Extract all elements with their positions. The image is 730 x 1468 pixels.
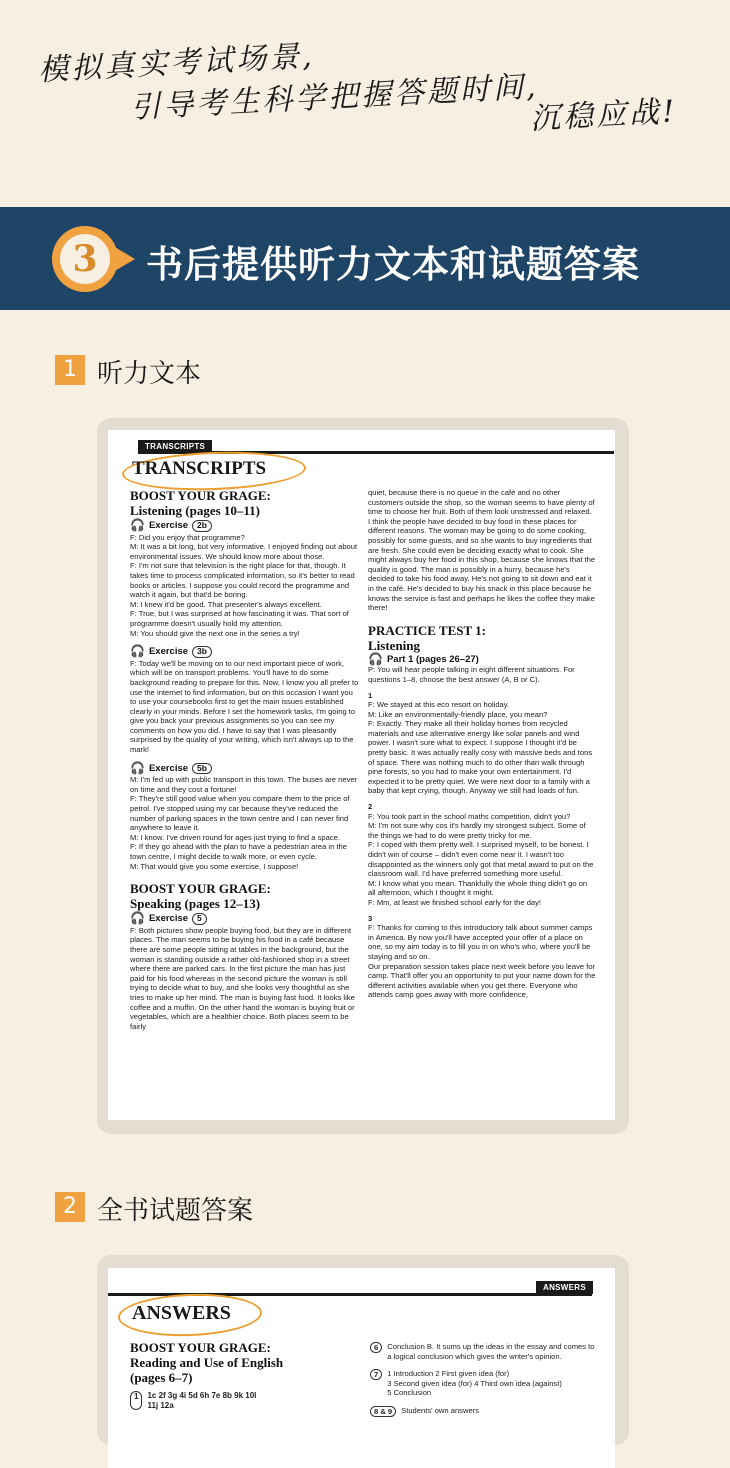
headphones-icon: 🎧 (130, 518, 145, 532)
answers-left-column (130, 1340, 350, 1410)
transcript-line: M: I'm not sure why cos it's hardly my strongest subject. Some of the things we had to do were pretty tricky for me. (368, 821, 586, 840)
transcript-line: M: I know. I've driven round for ages just trying to find a space. (130, 832, 340, 842)
transcript-line: F: True, but I was surprised at how fascinating it was. That sort of programme doesn't usually hold my attention. (130, 609, 349, 628)
answers-page (108, 1268, 615, 1468)
page-title: ANSWERS (132, 1302, 231, 1324)
transcript-line: F: Today we'll be moving on to our next important piece of work, which will be on transport problems. You'll have to do some background reading to prepare for this. Now, I know you all prefer to use the internet to find information, but on this occasion I want you to use your coursebooks first to get the main issues established clearly in your minds. Before I set the homework tasks, I'm going to give you back your previous assignments so you can see my comments on how you did. I have to say that I was pleasantly surprised by the quality of your writing, which isn't always up to the mark! (130, 658, 359, 755)
exercise-label: 🎧 Exercise 5b (130, 763, 360, 775)
transcript-line: F: You took part in the school maths competition, didn't you? (368, 811, 571, 821)
badge-arrow-icon (113, 246, 135, 272)
question-number: 1 (368, 690, 373, 700)
transcript-line: F: We stayed at this eco resort on holiday. (368, 700, 510, 710)
answer-line: 3 Second given idea (for) 4 Third own idea (against) (387, 1378, 562, 1388)
handwriting-line-3: 沉稳应战! (529, 94, 679, 137)
question-number: 2 (368, 802, 373, 812)
transcript-line: M: Like an environmentally-friendly place, you mean? (368, 709, 548, 719)
exercise-number: 5b (192, 763, 212, 775)
section-subheading: Listening (368, 637, 421, 653)
answer-row (370, 1406, 598, 1417)
transcript-line: F: They're still good value when you compare them to the price of petrol. I've stopped using my car because they've reduced the number of parking spaces in the town centre and I can never find anywhere to leave it. (130, 794, 350, 833)
transcript-line: P: You will hear people talking in eight different situations. For questions 1–8, choose the best answer (A, B or C). (368, 665, 575, 684)
answers-preview-frame (97, 1255, 629, 1445)
running-header-tag: TRANSCRIPTS (138, 440, 212, 453)
question-number: 6 (370, 1342, 382, 1353)
handwriting-line-1: 模拟真实考试场景, (37, 38, 316, 89)
transcript-line: Our preparation session takes place next week before you leave for camp. That'll offer you an opportunity to put your name down for the different activities available when you get there. Everyone who attends camp goes away with more confidence, (368, 961, 596, 1000)
page-title: TRANSCRIPTS (132, 458, 267, 479)
question-number: 3 (368, 913, 373, 923)
exercise-number: 3b (192, 646, 212, 658)
question-number: 1 (130, 1391, 142, 1410)
running-header-tag: ANSWERS (536, 1281, 593, 1294)
transcript-line: I think the people have decided to buy food in these places for different reasons. The woman may be going to do some cooking, possibly for some guests, and so she wants to buy ingredients that are fresh. She could even be deciding exactly what to cook. She might always buy her food in this shop, because she knows that the quality is good. The man is possibly in a hurry, because he's decided to take his food away. He's not going to sit down and eat it in the café. He's decided to buy his snack in this place because he knows the service is fast and perhaps he likes the coffee they make there! (368, 516, 596, 613)
transcript-line: M: I know what you mean. Thankfully the whole thing didn't go on all afternoon, which I thought it might. (368, 878, 588, 898)
headphones-icon: 🎧 (130, 644, 145, 659)
section-heading: BOOST YOUR GRAGE: (130, 1340, 271, 1355)
section-heading: BOOST YOUR GRAGE: (130, 488, 271, 503)
answer-row (130, 1391, 350, 1410)
transcripts-right-column (368, 488, 596, 1000)
answers-right-column (370, 1342, 598, 1417)
transcripts-preview-frame (97, 418, 629, 1134)
section-heading: BOOST YOUR GRAGE: (130, 881, 271, 897)
answer-line: Students' own answers (401, 1405, 480, 1415)
section-subheading: Speaking (pages 12–13) (130, 896, 261, 912)
transcript-line: F: Both pictures show people buying food, but they are in different places. The man seems to be buying his food in a café because there are some people sitting at tables in the background, but the woman is standing outside a rather old-fashioned shop in a street where there are parked cars. In the first picture the man has just paid for his food whereas in the second picture the woman is still trying to decide what to buy, and she looks very thoughtful as she tries to make up her mind. The man is buying fast food. It looks like coffee and a muffin. On the other hand the woman is buying fruit or vegetables, which are a healthier choice. Both places seem to be fairly (130, 925, 355, 1031)
part-label: 🎧 Part 1 (pages 26–27) (368, 651, 479, 666)
transcript-line: F: Exactly. They make all their holiday homes from recycled materials and use alternative energy like solar panels and wind power. I wasn't sure what to expect. I suppose I thought it'd be pretty basic. It was actually really cosy with massive beds and tons of space. There was nothing much to do other than walk through pine forests, so you had to make your own entertainment. I'd expected it to be pretty quiet. We were next door to a family with a baby that kept crying, though. Anyway we still had loads of fun. (368, 719, 593, 796)
section-subheading: Listening (pages 10–11) (130, 503, 261, 518)
exercise-label: 🎧 Exercise 2b (130, 520, 360, 532)
headphones-icon: 🎧 (130, 760, 145, 775)
section-number: 1 (55, 355, 85, 385)
transcript-line: F: Did you enjoy that programme? (130, 532, 245, 542)
exercise-label: 🎧 Exercise 3b (130, 646, 360, 658)
answer-row (370, 1342, 598, 1361)
transcript-line: quiet, because there is no queue in the café and no other customers outside the shop, so the woman seems to have plenty of time to choose her fruit. Both of them look unstressed and relaxed. (368, 488, 595, 517)
transcript-line: F: I coped with them pretty well. I surprised myself, to be honest. I didn't win of course – didn't even come near it. I wasn't too disappointed as the winners only got that metal award to put on the classroom wall. I'd have preferred something more useful. (368, 840, 594, 879)
transcript-line: M: It was a bit long, but very informative. I enjoyed finding out about environmental issues. We should know more about those. (130, 542, 358, 561)
transcript-line: M: You should give the next one in the series a try! (130, 628, 300, 638)
banner-title: 书后提供听力文本和试题答案 (146, 242, 640, 286)
badge-number: 3 (60, 234, 110, 284)
transcripts-left-column (130, 488, 360, 1031)
handwriting-line-2: 引导考生科学把握答题时间, (129, 69, 540, 126)
exercise-number: 2b (192, 520, 212, 532)
answer-line: 1c 2f 3g 4i 5d 6h 7e 8b 9k 10l (147, 1391, 257, 1400)
answer-line: 11j 12a (147, 1400, 174, 1410)
section-pages: (pages 6–7) (130, 1370, 193, 1385)
transcripts-page (108, 430, 615, 1120)
transcript-line: M: I'm fed up with public transport in this town. The buses are never on time and they cost a fortune! (130, 775, 358, 794)
transcript-line: M: That would give you some exercise, I suppose! (130, 861, 299, 871)
section-subheading: Reading and Use of English (130, 1355, 284, 1370)
question-number: 7 (370, 1369, 382, 1380)
transcript-line: F: I'm not sure that television is the right place for that, though. It takes time to process complicated information, so it's better to read books or articles. I suppose you could record the programme and watch it again, but that'd be boring. (130, 561, 355, 600)
transcript-line: F: If they go ahead with the plan to have a pedestrian area in the town centre, I might decide to walk more, or even cycle. (130, 842, 347, 861)
section-label: 全书试题答案 (97, 1196, 254, 1226)
number-badge (52, 226, 118, 292)
headphones-icon: 🎧 (130, 911, 145, 926)
section-heading: PRACTICE TEST 1: (368, 622, 486, 638)
answer-line: Conclusion B. It sums up the ideas in the essay and comes to a logical conclusion which gives the writer's opinion. (387, 1342, 595, 1361)
transcript-line: M: I knew it'd be good. That presenter's always excellent. (130, 599, 322, 609)
answer-row (370, 1369, 598, 1398)
transcript-line: F: Thanks for coming to this introductory talk about summer camps in America. By now you'll have accepted your offer of a place on one, so my aim today is to fill you in on who's who, where you'll be staying and so on. (368, 923, 593, 961)
exercise-label: 🎧 Exercise 5 (130, 913, 360, 925)
question-number: 8 & 9 (370, 1406, 396, 1417)
answer-line: 1 Introduction 2 First given idea (for) (387, 1369, 510, 1379)
exercise-number: 5 (192, 913, 207, 925)
headphones-icon: 🎧 (368, 651, 383, 666)
transcript-line: F: Mm, at least we finished school early for the day! (368, 897, 542, 907)
section-number: 2 (55, 1192, 85, 1222)
section-label: 听力文本 (97, 359, 202, 389)
answer-line: 5 Conclusion (387, 1388, 432, 1398)
